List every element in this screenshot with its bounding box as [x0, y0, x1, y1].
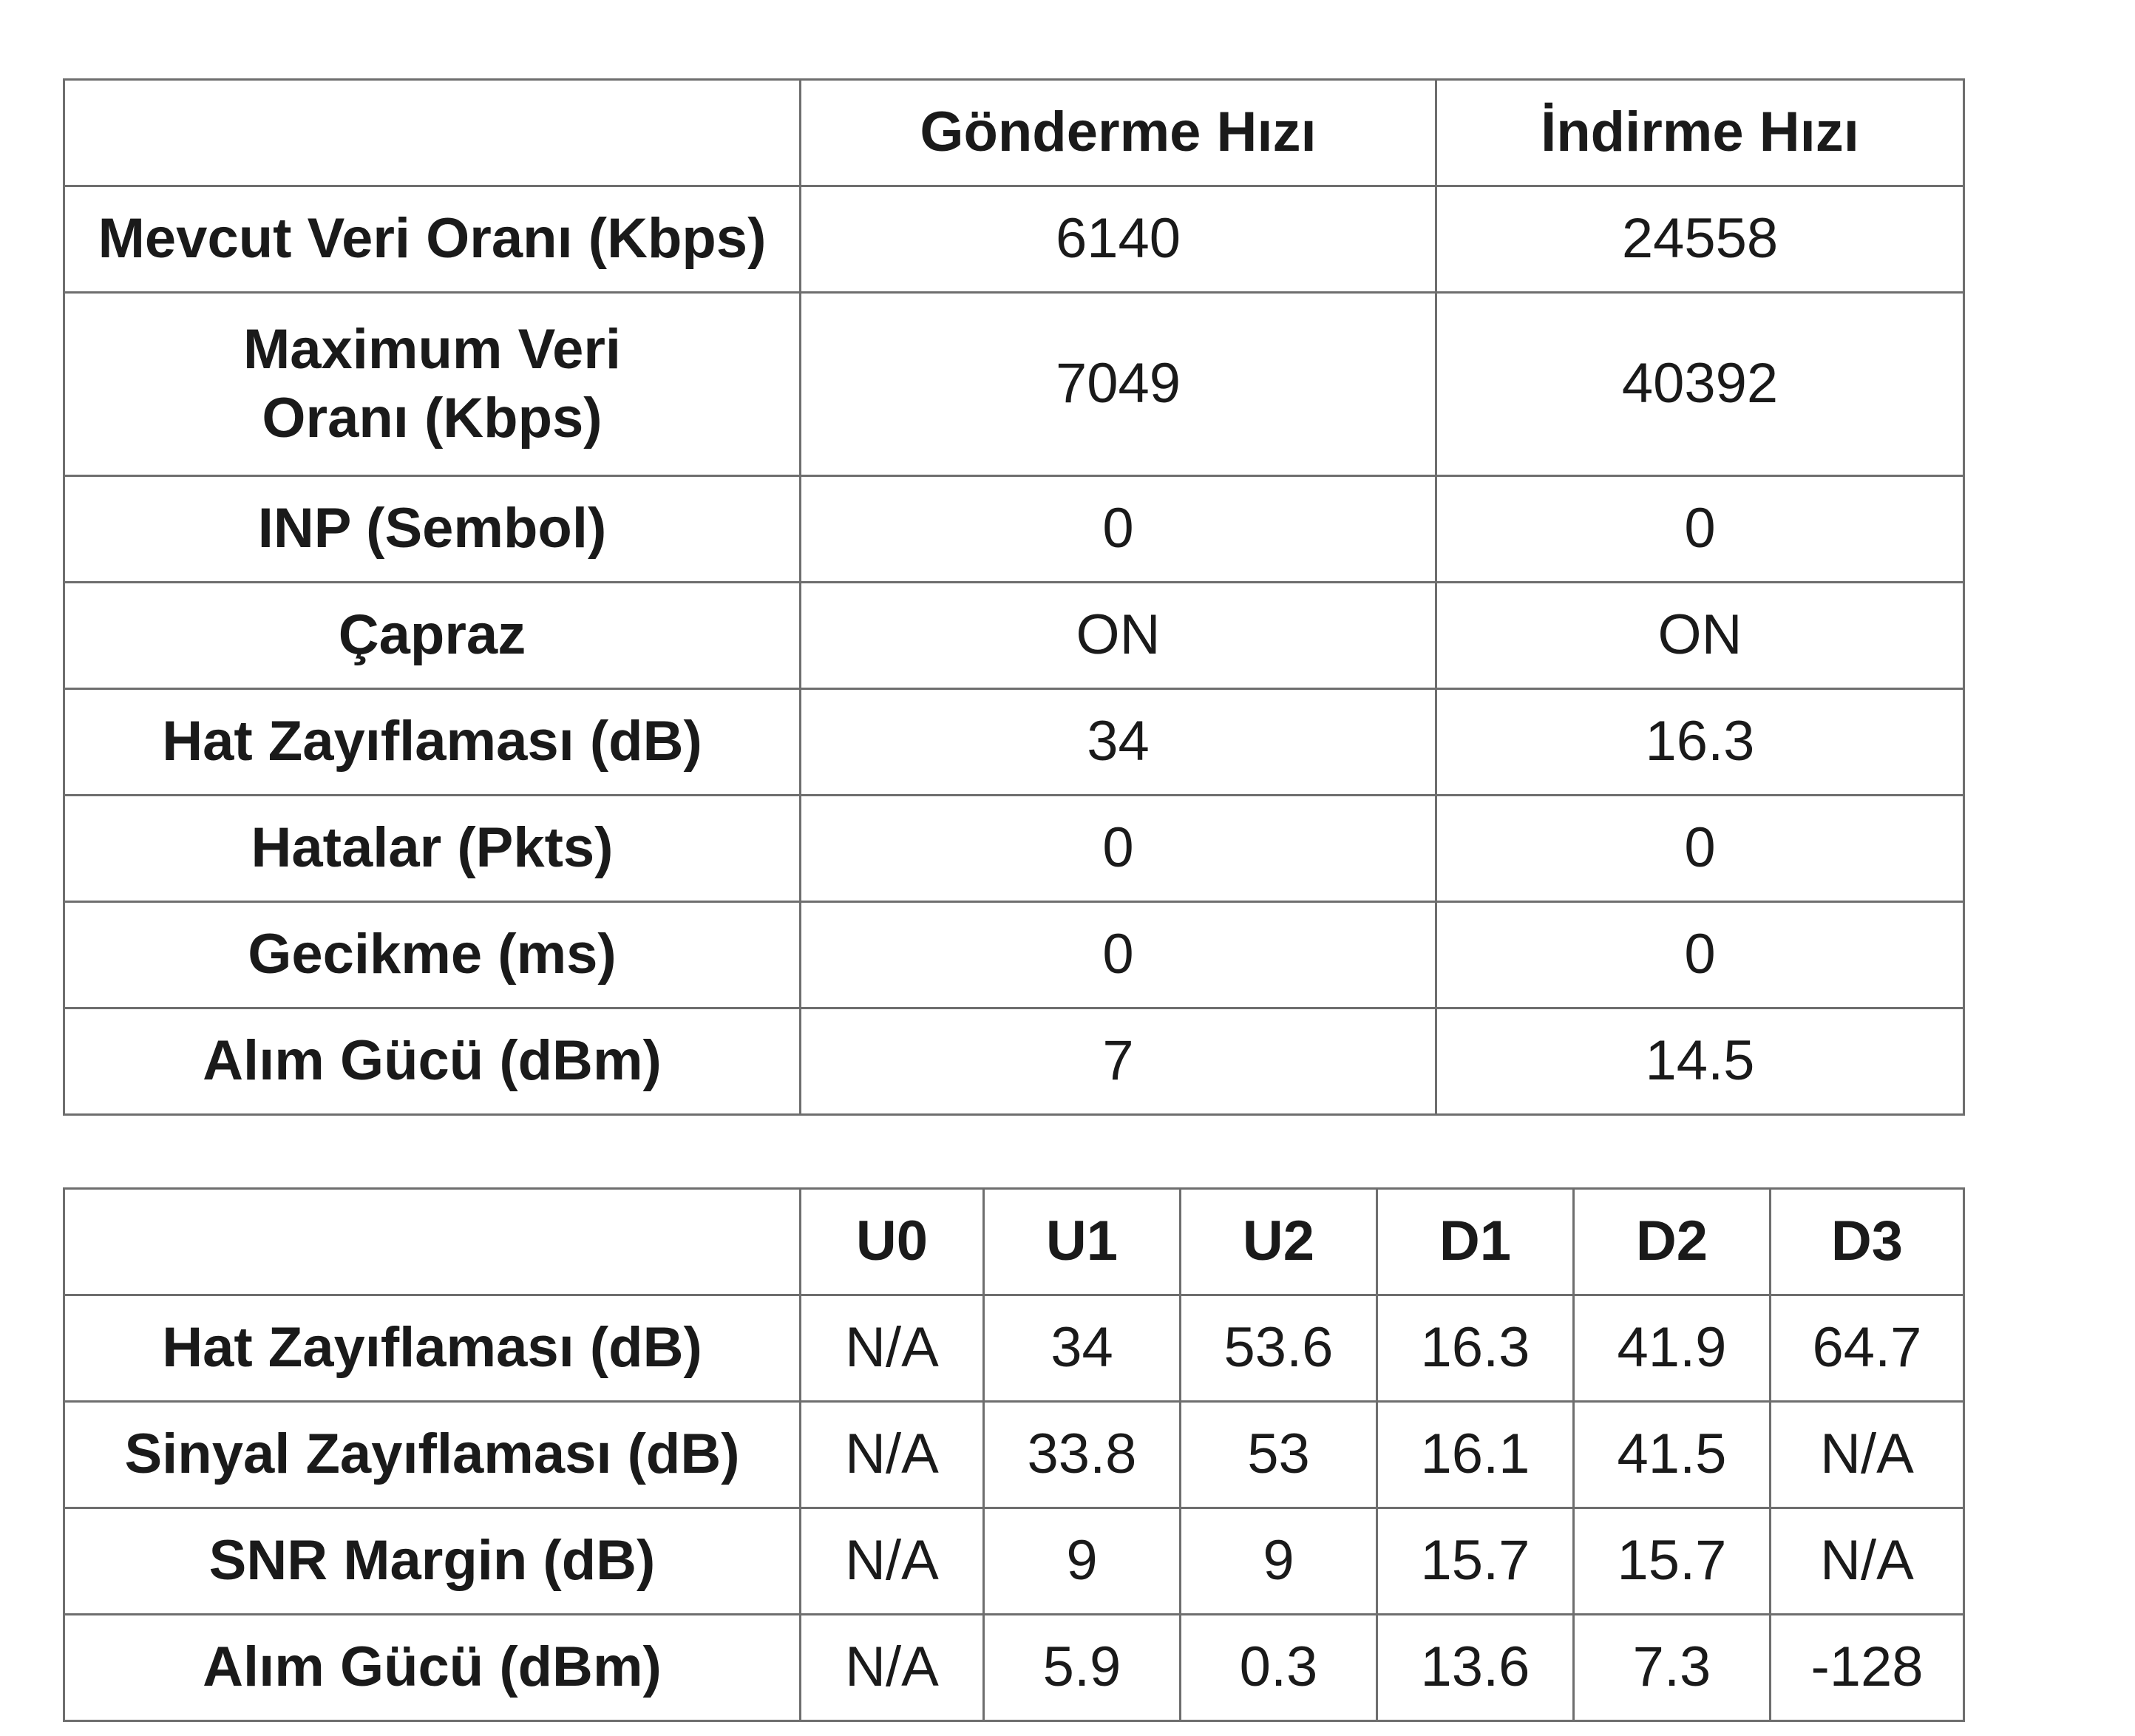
- row-label: Gecikme (ms): [64, 902, 801, 1008]
- bands-header-d3: D3: [1771, 1189, 1964, 1295]
- rates-header-empty: [64, 80, 801, 186]
- download-value: 14.5: [1436, 1008, 1964, 1115]
- table-row: [64, 1615, 1964, 1721]
- table-row: [64, 476, 1964, 583]
- upload-value: 7049: [801, 293, 1436, 476]
- band-value: 5.9: [984, 1615, 1181, 1721]
- table-row: [64, 1508, 1964, 1615]
- band-value: 34: [984, 1295, 1181, 1402]
- row-label: Mevcut Veri Oranı (Kbps): [64, 186, 801, 293]
- rates-header-download: İndirme Hızı: [1436, 80, 1964, 186]
- download-value: 0: [1436, 796, 1964, 902]
- rates-table: [63, 78, 1965, 1116]
- upload-value: ON: [801, 583, 1436, 689]
- band-value: N/A: [801, 1295, 984, 1402]
- download-value: ON: [1436, 583, 1964, 689]
- band-value: N/A: [1771, 1402, 1964, 1508]
- upload-value: 0: [801, 796, 1436, 902]
- band-value: 16.3: [1377, 1295, 1574, 1402]
- bands-table: [63, 1187, 1965, 1722]
- table-row: [64, 902, 1964, 1008]
- table-row: [64, 796, 1964, 902]
- band-value: 13.6: [1377, 1615, 1574, 1721]
- table-row: [64, 1402, 1964, 1508]
- table-row: [64, 293, 1964, 476]
- upload-value: 7: [801, 1008, 1436, 1115]
- row-label: Hat Zayıflaması (dB): [64, 689, 801, 796]
- band-value: N/A: [1771, 1508, 1964, 1615]
- bands-header-d1: D1: [1377, 1189, 1574, 1295]
- band-value: 41.5: [1574, 1402, 1771, 1508]
- bands-header-empty: [64, 1189, 801, 1295]
- band-value: N/A: [801, 1508, 984, 1615]
- band-value: 15.7: [1574, 1508, 1771, 1615]
- row-label: INP (Sembol): [64, 476, 801, 583]
- upload-value: 6140: [801, 186, 1436, 293]
- table-row: [64, 583, 1964, 689]
- bands-header-u1: U1: [984, 1189, 1181, 1295]
- row-label: Hatalar (Pkts): [64, 796, 801, 902]
- row-label: Alım Gücü (dBm): [64, 1615, 801, 1721]
- band-value: 9: [1181, 1508, 1377, 1615]
- upload-value: 0: [801, 902, 1436, 1008]
- band-value: 53: [1181, 1402, 1377, 1508]
- row-label: Alım Gücü (dBm): [64, 1008, 801, 1115]
- download-value: 24558: [1436, 186, 1964, 293]
- bands-header-u0: U0: [801, 1189, 984, 1295]
- row-label: Çapraz: [64, 583, 801, 689]
- band-value: 15.7: [1377, 1508, 1574, 1615]
- bands-header-d2: D2: [1574, 1189, 1771, 1295]
- row-label: SNR Margin (dB): [64, 1508, 801, 1615]
- table-row: [64, 1008, 1964, 1115]
- band-value: 53.6: [1181, 1295, 1377, 1402]
- table-row: [64, 186, 1964, 293]
- rates-header-upload: Gönderme Hızı: [801, 80, 1436, 186]
- row-label: Hat Zayıflaması (dB): [64, 1295, 801, 1402]
- row-label: Sinyal Zayıflaması (dB): [64, 1402, 801, 1508]
- band-value: 64.7: [1771, 1295, 1964, 1402]
- band-value: 16.1: [1377, 1402, 1574, 1508]
- band-value: N/A: [801, 1402, 984, 1508]
- band-value: -128: [1771, 1615, 1964, 1721]
- download-value: 16.3: [1436, 689, 1964, 796]
- rates-header-row: [64, 80, 1964, 186]
- bands-header-row: [64, 1189, 1964, 1295]
- download-value: 0: [1436, 902, 1964, 1008]
- download-value: 0: [1436, 476, 1964, 583]
- band-value: 0.3: [1181, 1615, 1377, 1721]
- band-value: 9: [984, 1508, 1181, 1615]
- band-value: N/A: [801, 1615, 984, 1721]
- download-value: 40392: [1436, 293, 1964, 476]
- band-value: 7.3: [1574, 1615, 1771, 1721]
- row-label: Maximum Veri Oranı (Kbps): [64, 293, 801, 476]
- upload-value: 34: [801, 689, 1436, 796]
- band-value: 33.8: [984, 1402, 1181, 1508]
- bands-header-u2: U2: [1181, 1189, 1377, 1295]
- upload-value: 0: [801, 476, 1436, 583]
- band-value: 41.9: [1574, 1295, 1771, 1402]
- table-row: [64, 689, 1964, 796]
- table-row: [64, 1295, 1964, 1402]
